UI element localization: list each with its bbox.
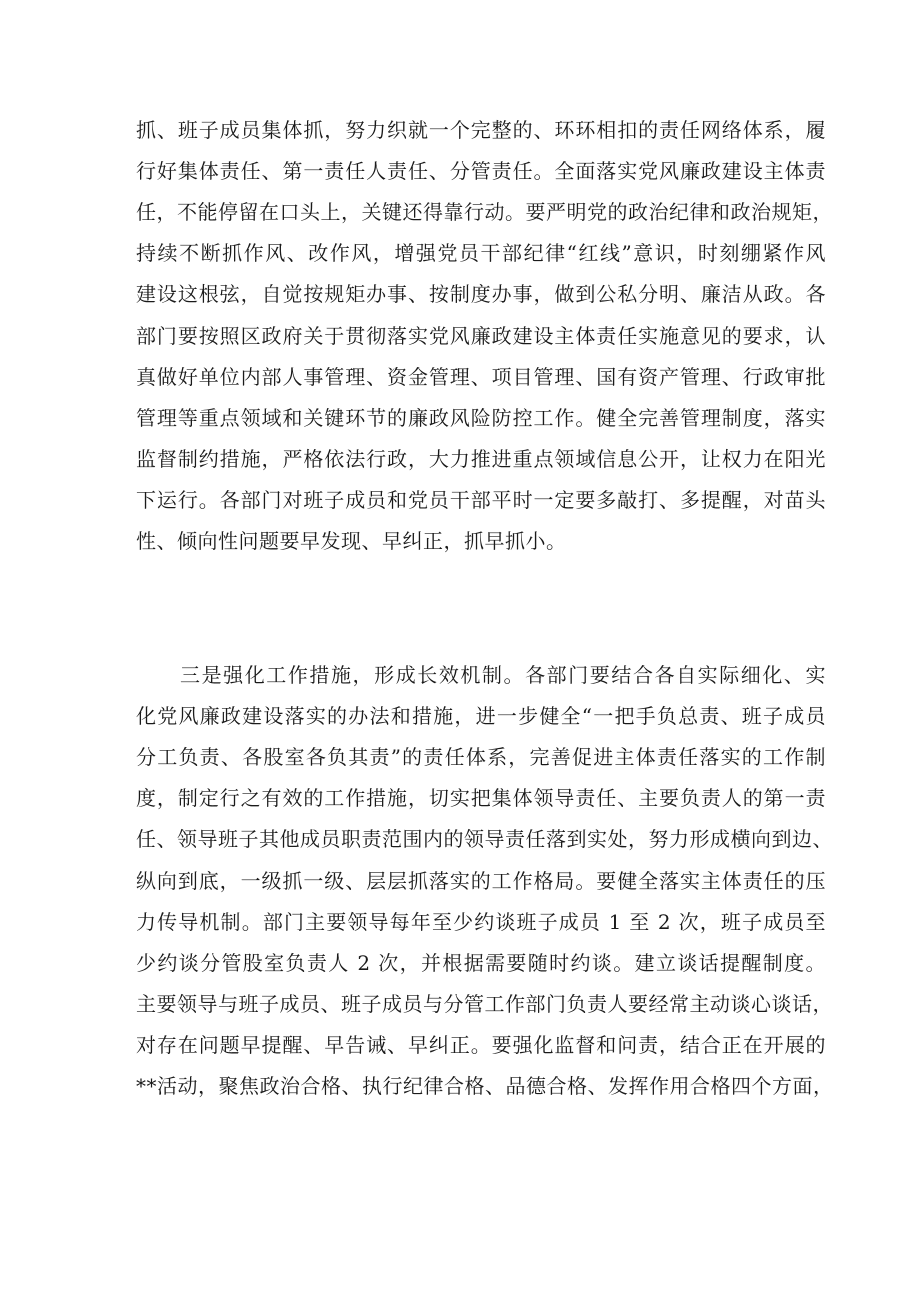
text-line: 纵向到底，一级抓一级、层层抓落实的工作格局。要健全落实主体责任的压 [136,869,826,893]
text-line: 持续不断抓作风、改作风，增强党员干部纪律“红线”意识，时刻绷紧作风 [136,241,826,265]
text-line: 行好集体责任、第一责任人责任、分管责任。全面落实党风廉政建设主体责 [136,159,826,183]
text-line: 三是强化工作措施，形成长效机制。各部门要结合各自实际细化、实 [180,663,826,687]
text-line: 性、倾向性问题要早发现、早纠正，抓早抓小。 [136,529,567,553]
text-line: 分工负责、各股室各负其责”的责任体系，完善促进主体责任落实的工作制 [136,745,826,769]
text-line: 对存在问题早提醒、早告诫、早纠正。要强化监督和问责，结合正在开展的 [136,1033,826,1057]
text-line: 部门要按照区政府关于贯彻落实党风廉政建设主体责任实施意见的要求，认 [136,324,826,348]
text-line: 管理等重点领域和关键环节的廉政风险防控工作。健全完善管理制度，落实 [136,406,826,430]
text-line: 度，制定行之有效的工作措施，切实把集体领导责任、主要负责人的第一责 [136,786,826,810]
text-line: 化党风廉政建设落实的办法和措施，进一步健全“一把手负总责、班子成员 [136,704,826,728]
text-line: 主要领导与班子成员、班子成员与分管工作部门负责人要经常主动谈心谈话， [136,992,833,1016]
text-line: 任，不能停留在口头上，关键还得靠行动。要严明党的政治纪律和政治规矩， [136,200,833,224]
text-line: 抓、班子成员集体抓，努力织就一个完整的、环环相扣的责任网络体系，履 [136,118,826,142]
text-line: 建设这根弦，自觉按规矩办事、按制度办事，做到公私分明、廉洁从政。各 [136,282,826,306]
text-line: 监督制约措施，严格依法行政，大力推进重点领域信息公开，让权力在阳光 [136,447,826,471]
text-line: 真做好单位内部人事管理、资金管理、项目管理、国有资产管理、行政审批 [136,365,826,389]
text-line: 下运行。各部门对班子成员和党员干部平时一定要多敲打、多提醒，对苗头 [136,488,826,512]
text-line: 任、领导班子其他成员职责范围内的领导责任落到实处，努力形成横向到边、 [136,827,833,851]
text-line: **活动，聚焦政治合格、执行纪律合格、品德合格、发挥作用合格四个方面， [136,1074,834,1098]
text-line: 少约谈分管股室负责人 2 次，并根据需要随时约谈。建立谈话提醒制度。 [136,951,826,975]
text-line: 力传导机制。部门主要领导每年至少约谈班子成员 1 至 2 次，班子成员至 [136,910,826,934]
